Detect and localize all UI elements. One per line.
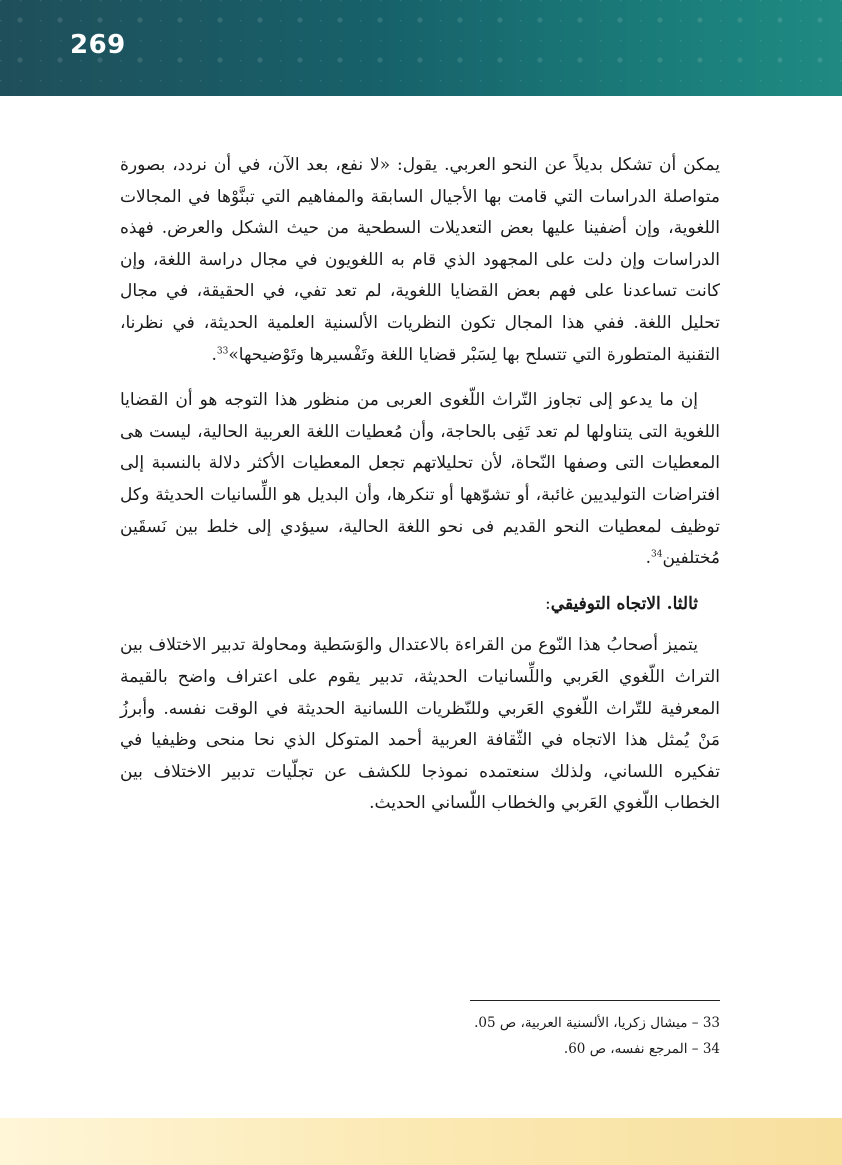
paragraph-2-end: . [645, 548, 652, 569]
section-heading-text: ثالثا. الاتجاه التوفيقي [550, 593, 698, 614]
section-heading-colon: : [545, 593, 551, 614]
page-header [0, 0, 842, 96]
paragraph-1-text: يمكن أن تشكل بديلاً عن النحو العربي. يقول: «لا نفع، بعد الآن، في أن نردد، بصورة متواصلة الدراسات التي قامت بها الأجيال السابقة والمفاهيم التي تبنَّوْها في المجالات اللغوية، وإن أضفينا عليها بعض التعديلات السطحية من حيث الشكل والعرض. فهذه الدراسات وإن دلت على المجهود الذي قام به اللغويون في مجال دراسة اللغة، وإن كانت تساعدنا على فهم بعض القضايا اللغوية، لم تعد تفي، في الحقيقة، في مجال تحليل اللغة. ففي هذا المجال تكون النظريات الألسنية العلمية الحديثة، في نظرنا، التقنية المتطورة التي تتسلح بها لِسَبْر قضايا اللغة وتَفْسيرها وتَوْضيحها» [120, 155, 720, 365]
footnote-34: 34 – المرجع نفسه، ص 60. [563, 1041, 720, 1057]
section-heading [120, 589, 720, 621]
footnote-33: 33 – ميشال زكريا، الألسنية العربية، ص 05. [474, 1015, 720, 1031]
paragraph-2-text: إن ما يدعو إلى تجاوز التّراث اللّغوى العربى من منظور هذا التوجه هو أن القضايا اللغوية التى يتناولها لم تعد تَفِى بالحاجة، وأن مُعطيات اللغة العربية الحالية، ليست هى المعطيات التى وصفها النّحاة، لأن تحليلاتهم تجعل المعطيات الأكثر دلالة بالنسبة إلى افتراضات التوليديين غائبة، أو تشوّهها أو تنكرها، وأن البديل هو اللِّسانيات الحديثة وكل توظيف لمعطيات النحو القديم فى نحو اللغة الحالية، سيؤدي إلى خلط بين نَسقَين مُختلفين [120, 390, 720, 569]
footnotes [120, 1010, 720, 1062]
page-number: 269 [70, 30, 126, 60]
footnote-ref-33: 33 [216, 345, 229, 356]
footnote-separator [470, 1000, 720, 1001]
page-footer-band [0, 1118, 842, 1165]
paragraph-3-text: يتميز أصحابُ هذا النّوع من القراءة بالاعتدال والوَسَطية ومحاولة تدبير الاختلاف بين التراث اللّغوي العَربي واللِّسانيات الحديثة، تدبير يقوم على اعتراف واضح بالقيمة المعرفية للتّراث اللّغوي العَربي وللنّظريات اللسانية الحديثة في الوقت نفسه. وأبرزُ مَنْ يُمثل هذا الاتجاه في الثّقافة العربية أحمد المتوكل الذي نحا منحى وظيفيا في تفكيره اللساني، ولذلك سنعتمده نموذجا للكشف عن تجلّيات تدبير الاختلاف بين الخطاب اللّغوي العَربي والخطاب اللّساني الحديث. [120, 635, 720, 814]
article-body [120, 150, 720, 834]
header-pattern [0, 0, 842, 96]
paragraph-3 [120, 630, 720, 820]
paragraph-1: يمكن أن تشكل بديلاً عن النحو العربي. يقول: «لا نفع، بعد الآن، في أن نردد، بصورة متواصلة الدراسات التي قامت بها الأجيال السابقة والمفاهيم التي تبنَّوْها في المجالات اللغوية، وإن أضفينا عليها بعض التعديلات السطحية من حيث الشكل والعرض. فهذه الدراسات وإن دلت على المجهود الذي قام به اللغويون في مجال دراسة اللغة، وإن كانت تساعدنا على فهم بعض القضايا اللغوية، لم تعد تفي، في الحقيقة، في مجال تحليل اللغة. ففي هذا المجال تكون النظريات الألسنية العلمية الحديثة، في نظرنا، التقنية المتطورة التي تتسلح بها لِسَبْر قضايا اللغة وتَفْسيرها وتَوْضيحها»$^{33}$. [120, 155, 720, 365]
footnote-ref-34: 34 [651, 549, 663, 560]
paragraph-2 [120, 385, 720, 575]
